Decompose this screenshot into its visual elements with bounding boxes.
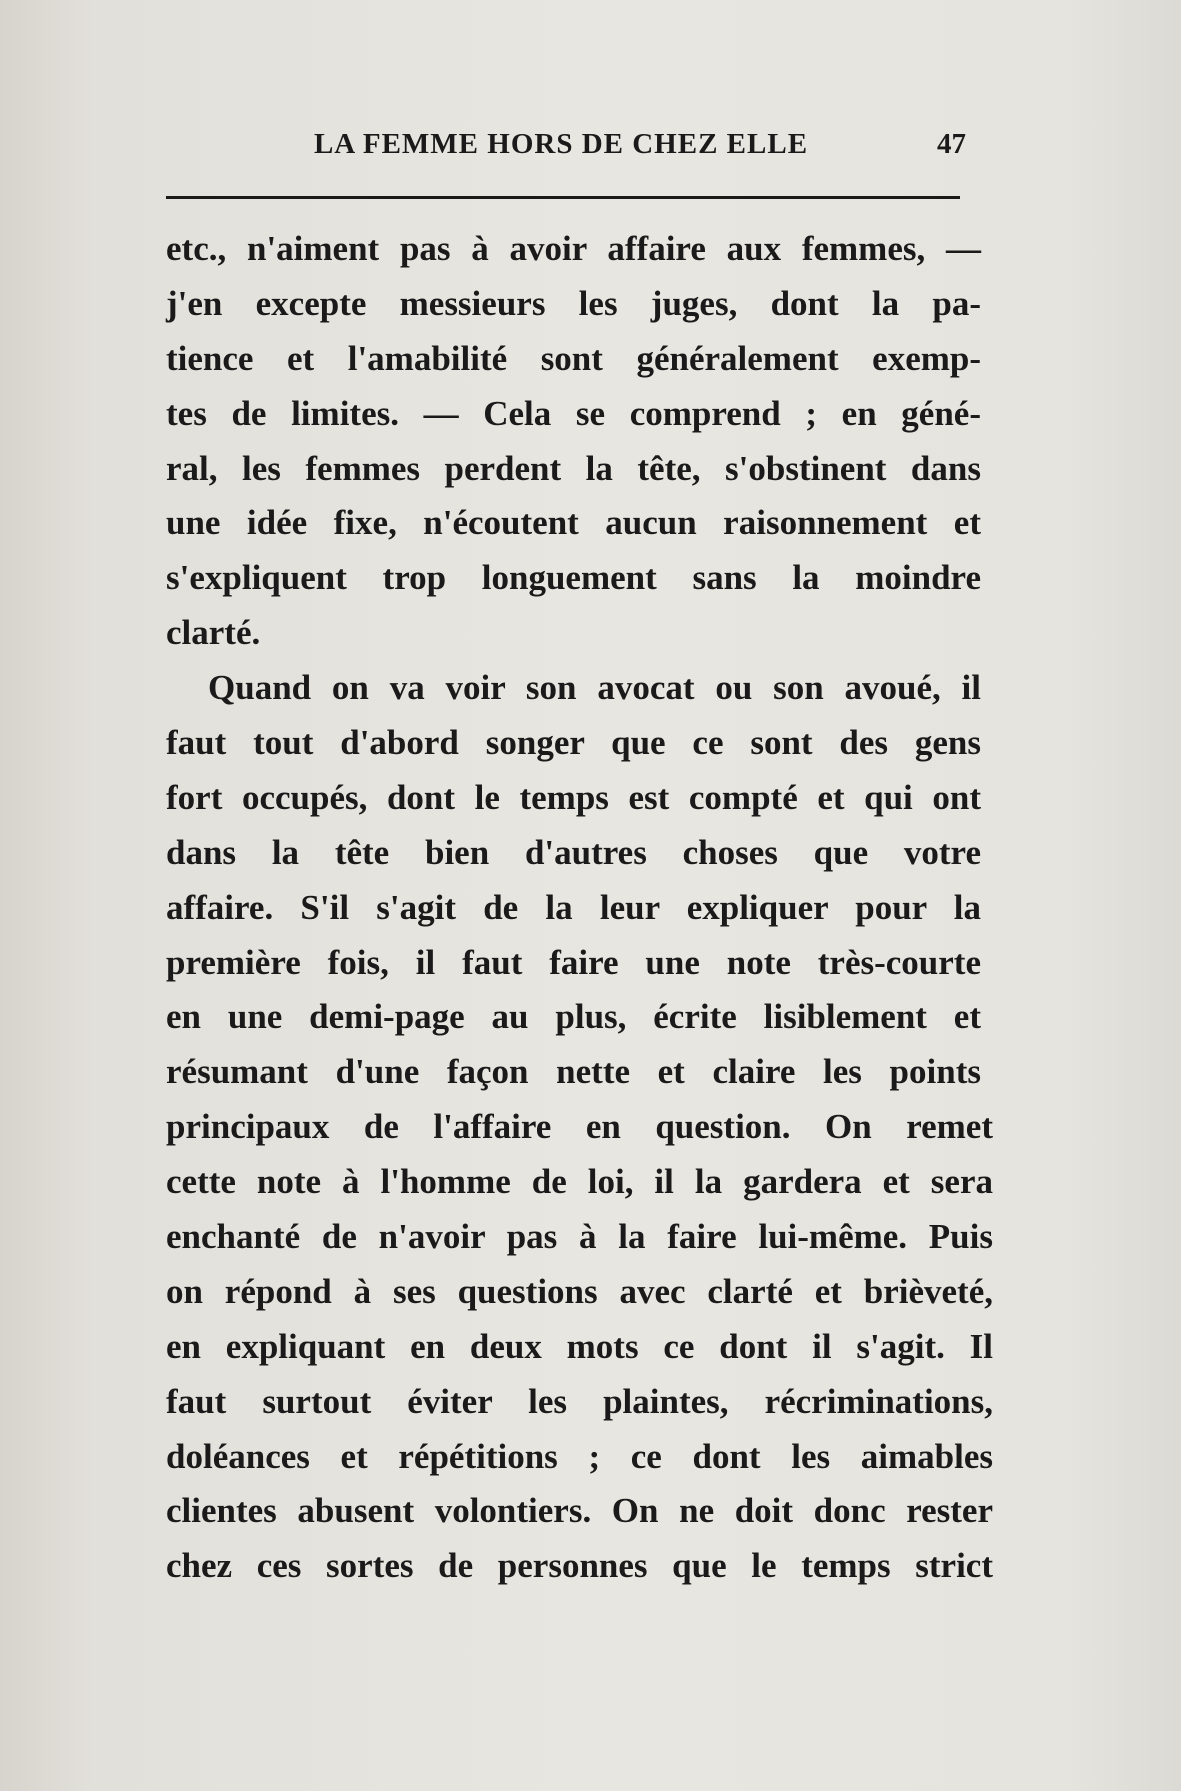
running-title: LA FEMME HORS DE CHEZ ELLE	[313, 128, 809, 160]
text-line: en expliquant en deux mots ce dont il s'agit. Il	[166, 1326, 993, 1366]
paragraph-start-line: Quand on va voir son avocat ou son avoué, il	[208, 668, 981, 708]
text-line: en une demi-page au plus, écrite lisiblement et	[166, 997, 981, 1037]
text-line: faut surtout éviter les plaintes, récriminations,	[166, 1381, 993, 1421]
text-line: enchanté de n'avoir pas à la faire lui-même. Puis	[166, 1217, 993, 1257]
text-line: affaire. S'il s'agit de la leur expliquer pour la	[166, 887, 981, 927]
text-line: clientes abusent volontiers. On ne doit donc rester	[166, 1491, 993, 1531]
text-line: principaux de l'affaire en question. On remet	[166, 1107, 993, 1147]
text-line: cette note à l'homme de loi, il la gardera et sera	[166, 1162, 993, 1202]
text-line: on répond à ses questions avec clarté et brièveté,	[166, 1271, 993, 1311]
text-line: s'expliquent trop longuement sans la moindre	[166, 558, 981, 598]
text-line: tience et l'amabilité sont généralement exemp-	[166, 338, 981, 378]
text-line: chez ces sortes de personnes que le temps strict	[166, 1546, 993, 1586]
text-line: etc., n'aiment pas à avoir affaire aux femmes, —	[166, 229, 981, 268]
running-header	[166, 128, 966, 168]
body-text	[166, 222, 993, 1594]
text-line: résumant d'une façon nette et claire les points	[166, 1052, 981, 1092]
text-line: j'en excepte messieurs les juges, dont la pa-	[166, 283, 981, 323]
text-line: une idée fixe, n'écoutent aucun raisonnement et	[166, 503, 981, 543]
text-line: tes de limites. — Cela se comprend ; en géné-	[166, 393, 981, 433]
text-line: doléances et répétitions ; ce dont les aimables	[166, 1436, 993, 1476]
text-line: faut tout d'abord songer que ce sont des gens	[166, 723, 981, 763]
page-number: 47	[937, 128, 966, 160]
text-line: clarté.	[166, 613, 261, 653]
text-line: ral, les femmes perdent la tête, s'obstinent dans	[166, 448, 981, 488]
text-line: fort occupés, dont le temps est compté et qui ont	[166, 777, 981, 817]
text-line: première fois, il faut faire une note très-courte	[166, 942, 981, 982]
header-rule	[166, 196, 960, 199]
text-line: dans la tête bien d'autres choses que votre	[166, 832, 981, 872]
